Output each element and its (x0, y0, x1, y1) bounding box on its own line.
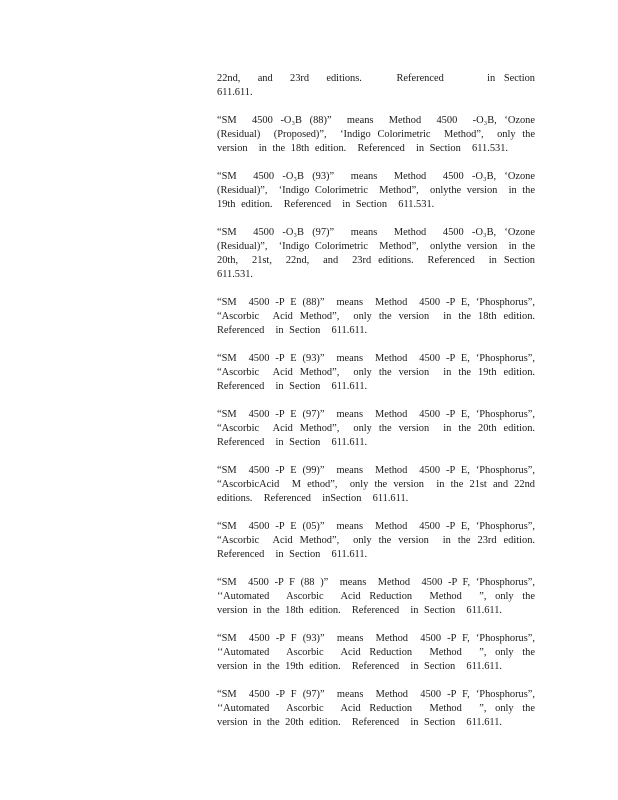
paragraph-sm-4500-pf-97: “SM 4500 -P F (97)” means Method 4500 -P F, ‘Phosphorus”, ‘‘Automated Ascorbic Acid Reduction Method ”, only the version in the 20th edition. Referenced in Section 611.611. (217, 689, 541, 728)
paragraph-continuation: 22nd, and 23rd editions. Referenced in Section 611.611. (217, 73, 558, 98)
paragraph-sm-4500-o3b-93: “SM 4500 -O₃B (93)” means Method 4500 -O₃B, ‘Ozone (Residual)”, ‘Indigo Colorimetric Method”, onlythe version in the 19th edition. Referenced in Section 611.531. (217, 171, 541, 210)
paragraph-sm-4500-pe-93: “SM 4500 -P E (93)” means Method 4500 -P E, ‘Phosphorus”, “Ascorbic Acid Method”, only the version in the 19th edition. Referenced in Section 611.611. (217, 353, 541, 392)
paragraph-sm-4500-pf-93: “SM 4500 -P F (93)” means Method 4500 -P F, ‘Phosphorus”, ‘‘Automated Ascorbic Acid Reduction Method ”, only the version in the 19th edition. Referenced in Section 611.611. (217, 633, 541, 672)
paragraph-sm-4500-o3b-97: “SM 4500 -O₃B (97)” means Method 4500 -O₃B, ‘Ozone (Residual)”, ‘Indigo Colorimetric Method”, onlythe version in the 20th, 21st, 22nd, and 23rd editions. Referenced in Section 611.531. (217, 227, 541, 280)
paragraph-sm-4500-o3b-88: “SM 4500 -O₃B (88)” means Method 4500 -O₃B, ‘Ozone (Residual) (Proposed)”, ‘Indigo Colorimetric Method”, only the version in the 18th edition. Referenced in Section 611.531. (217, 115, 541, 154)
paragraph-sm-4500-pe-97: “SM 4500 -P E (97)” means Method 4500 -P E, ‘Phosphorus”, “Ascorbic Acid Method”, only the version in the 20th edition. Referenced in Section 611.611. (217, 409, 541, 448)
paragraph-sm-4500-pf-88: “SM 4500 -P F (88 )” means Method 4500 -P F, ‘Phosphorus”, ‘‘Automated Ascorbic Acid Reduction Method ”, only the version in the 18th edition. Referenced in Section 611.611. (217, 577, 541, 616)
paragraph-sm-4500-pe-88: “SM 4500 -P E (88)” means Method 4500 -P E, ‘Phosphorus”, “Ascorbic Acid Method”, only the version in the 18th edition. Referenced in Section 611.611. (217, 297, 541, 336)
paragraph-sm-4500-pe-99: “SM 4500 -P E (99)” means Method 4500 -P E, ‘Phosphorus”, “AscorbicAcid M ethod”, only the version in the 21st and 22nd editions. Referenced inSection 611.611. (217, 465, 541, 504)
paragraph-sm-4500-pe-05: “SM 4500 -P E (05)” means Method 4500 -P E, ‘Phosphorus”, “Ascorbic Acid Method”, only the version in the 23rd edition. Referenced in Section 611.611. (217, 521, 541, 560)
text-column (217, 72, 558, 744)
